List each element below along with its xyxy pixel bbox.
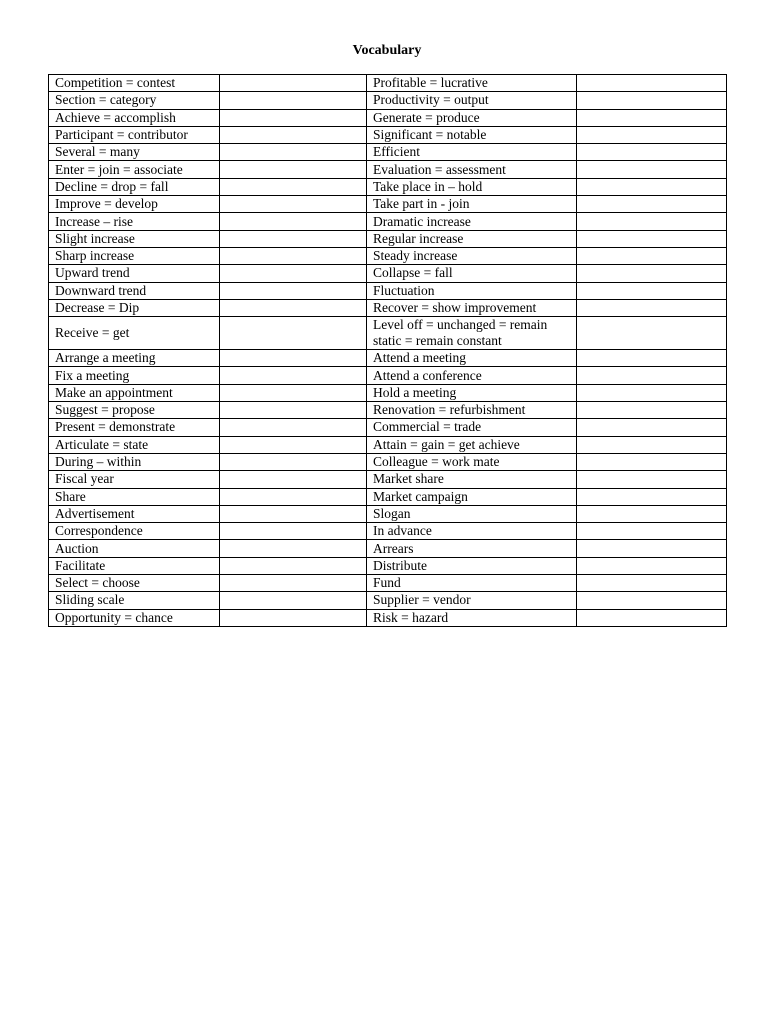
blank-answer-cell xyxy=(220,126,367,143)
blank-answer-cell xyxy=(577,540,727,557)
vocabulary-table-body xyxy=(49,75,727,627)
table-row xyxy=(49,505,727,522)
term-cell: Advertisement xyxy=(49,505,220,522)
term-cell: Enter = join = associate xyxy=(49,161,220,178)
table-row xyxy=(49,126,727,143)
term-cell: Select = choose xyxy=(49,575,220,592)
blank-answer-cell xyxy=(577,75,727,92)
term-cell: Slight increase xyxy=(49,230,220,247)
term-cell: Regular increase xyxy=(367,230,577,247)
table-row xyxy=(49,540,727,557)
term-cell: Market campaign xyxy=(367,488,577,505)
blank-answer-cell xyxy=(220,523,367,540)
blank-answer-cell xyxy=(220,196,367,213)
blank-answer-cell xyxy=(577,126,727,143)
term-cell: Downward trend xyxy=(49,282,220,299)
term-cell: Decline = drop = fall xyxy=(49,178,220,195)
blank-answer-cell xyxy=(220,488,367,505)
blank-answer-cell xyxy=(577,609,727,626)
term-cell: During – within xyxy=(49,453,220,470)
blank-answer-cell xyxy=(220,436,367,453)
term-cell: Level off = unchanged = remain static = remain constant xyxy=(367,317,577,350)
blank-answer-cell xyxy=(577,471,727,488)
table-row xyxy=(49,350,727,367)
term-cell: Efficient xyxy=(367,144,577,161)
table-row xyxy=(49,488,727,505)
blank-answer-cell xyxy=(220,247,367,264)
term-cell: Share xyxy=(49,488,220,505)
term-cell: Sliding scale xyxy=(49,592,220,609)
blank-answer-cell xyxy=(220,109,367,126)
table-row xyxy=(49,367,727,384)
blank-answer-cell xyxy=(220,402,367,419)
blank-answer-cell xyxy=(577,419,727,436)
table-row xyxy=(49,109,727,126)
table-row xyxy=(49,161,727,178)
table-row xyxy=(49,436,727,453)
blank-answer-cell xyxy=(577,523,727,540)
term-cell: Achieve = accomplish xyxy=(49,109,220,126)
table-row xyxy=(49,282,727,299)
blank-answer-cell xyxy=(577,213,727,230)
term-cell: Risk = hazard xyxy=(367,609,577,626)
vocabulary-table xyxy=(48,74,727,627)
term-cell: Colleague = work mate xyxy=(367,453,577,470)
term-cell: Fiscal year xyxy=(49,471,220,488)
term-cell: Market share xyxy=(367,471,577,488)
blank-answer-cell xyxy=(220,75,367,92)
blank-answer-cell xyxy=(577,299,727,316)
table-row xyxy=(49,609,727,626)
term-cell: Competition = contest xyxy=(49,75,220,92)
term-cell: Take part in - join xyxy=(367,196,577,213)
term-cell: Generate = produce xyxy=(367,109,577,126)
term-cell: Fund xyxy=(367,575,577,592)
blank-answer-cell xyxy=(577,436,727,453)
term-cell: Present = demonstrate xyxy=(49,419,220,436)
term-cell: Several = many xyxy=(49,144,220,161)
blank-answer-cell xyxy=(220,230,367,247)
blank-answer-cell xyxy=(220,419,367,436)
blank-answer-cell xyxy=(220,144,367,161)
table-row xyxy=(49,557,727,574)
blank-answer-cell xyxy=(577,265,727,282)
term-cell: Hold a meeting xyxy=(367,384,577,401)
table-row xyxy=(49,402,727,419)
term-cell: Attend a conference xyxy=(367,367,577,384)
term-cell: Arrange a meeting xyxy=(49,350,220,367)
term-cell: Steady increase xyxy=(367,247,577,264)
blank-answer-cell xyxy=(577,592,727,609)
blank-answer-cell xyxy=(220,540,367,557)
blank-answer-cell xyxy=(577,384,727,401)
table-row xyxy=(49,575,727,592)
term-cell: Make an appointment xyxy=(49,384,220,401)
blank-answer-cell xyxy=(220,367,367,384)
blank-answer-cell xyxy=(220,282,367,299)
term-cell: Participant = contributor xyxy=(49,126,220,143)
term-cell: Improve = develop xyxy=(49,196,220,213)
table-row xyxy=(49,453,727,470)
table-row xyxy=(49,419,727,436)
term-cell: Increase – rise xyxy=(49,213,220,230)
term-cell: Articulate = state xyxy=(49,436,220,453)
term-cell: Arrears xyxy=(367,540,577,557)
term-cell: Renovation = refurbishment xyxy=(367,402,577,419)
term-cell: Auction xyxy=(49,540,220,557)
blank-answer-cell xyxy=(577,144,727,161)
table-row xyxy=(49,299,727,316)
table-row xyxy=(49,178,727,195)
blank-answer-cell xyxy=(577,402,727,419)
blank-answer-cell xyxy=(220,178,367,195)
blank-answer-cell xyxy=(220,453,367,470)
table-row xyxy=(49,144,727,161)
table-row xyxy=(49,92,727,109)
table-row xyxy=(49,523,727,540)
term-cell: Profitable = lucrative xyxy=(367,75,577,92)
blank-answer-cell xyxy=(220,609,367,626)
term-cell: Significant = notable xyxy=(367,126,577,143)
blank-answer-cell xyxy=(577,247,727,264)
table-row xyxy=(49,384,727,401)
term-cell: Slogan xyxy=(367,505,577,522)
term-cell: Attain = gain = get achieve xyxy=(367,436,577,453)
blank-answer-cell xyxy=(577,161,727,178)
blank-answer-cell xyxy=(220,213,367,230)
table-row xyxy=(49,213,727,230)
blank-answer-cell xyxy=(220,265,367,282)
table-row xyxy=(49,247,727,264)
page-title: Vocabulary xyxy=(352,43,422,58)
term-cell: Recover = show improvement xyxy=(367,299,577,316)
blank-answer-cell xyxy=(577,367,727,384)
table-row xyxy=(49,317,727,350)
blank-answer-cell xyxy=(220,471,367,488)
term-cell: Section = category xyxy=(49,92,220,109)
term-cell: Take place in – hold xyxy=(367,178,577,195)
blank-answer-cell xyxy=(577,350,727,367)
term-cell: Fluctuation xyxy=(367,282,577,299)
term-cell: Sharp increase xyxy=(49,247,220,264)
blank-answer-cell xyxy=(220,592,367,609)
blank-answer-cell xyxy=(220,92,367,109)
table-row xyxy=(49,196,727,213)
term-cell: Productivity = output xyxy=(367,92,577,109)
blank-answer-cell xyxy=(577,575,727,592)
blank-answer-cell xyxy=(577,109,727,126)
term-cell: Receive = get xyxy=(49,317,220,350)
blank-answer-cell xyxy=(220,299,367,316)
blank-answer-cell xyxy=(577,178,727,195)
term-cell: Dramatic increase xyxy=(367,213,577,230)
term-cell: Distribute xyxy=(367,557,577,574)
blank-answer-cell xyxy=(220,557,367,574)
blank-answer-cell xyxy=(220,505,367,522)
blank-answer-cell xyxy=(220,317,367,350)
blank-answer-cell xyxy=(577,453,727,470)
table-row xyxy=(49,471,727,488)
term-cell: Evaluation = assessment xyxy=(367,161,577,178)
blank-answer-cell xyxy=(577,196,727,213)
blank-answer-cell xyxy=(220,161,367,178)
term-cell: Fix a meeting xyxy=(49,367,220,384)
term-cell: In advance xyxy=(367,523,577,540)
term-cell: Decrease = Dip xyxy=(49,299,220,316)
term-cell: Supplier = vendor xyxy=(367,592,577,609)
term-cell: Correspondence xyxy=(49,523,220,540)
term-cell: Attend a meeting xyxy=(367,350,577,367)
term-cell: Commercial = trade xyxy=(367,419,577,436)
term-cell: Upward trend xyxy=(49,265,220,282)
term-cell: Suggest = propose xyxy=(49,402,220,419)
term-cell: Facilitate xyxy=(49,557,220,574)
table-row xyxy=(49,75,727,92)
blank-answer-cell xyxy=(577,317,727,350)
term-cell: Collapse = fall xyxy=(367,265,577,282)
blank-answer-cell xyxy=(577,488,727,505)
blank-answer-cell xyxy=(220,384,367,401)
blank-answer-cell xyxy=(577,92,727,109)
blank-answer-cell xyxy=(220,575,367,592)
blank-answer-cell xyxy=(577,230,727,247)
blank-answer-cell xyxy=(577,505,727,522)
table-row xyxy=(49,265,727,282)
blank-answer-cell xyxy=(577,557,727,574)
blank-answer-cell xyxy=(220,350,367,367)
blank-answer-cell xyxy=(577,282,727,299)
term-cell: Opportunity = chance xyxy=(49,609,220,626)
table-row xyxy=(49,592,727,609)
table-row xyxy=(49,230,727,247)
